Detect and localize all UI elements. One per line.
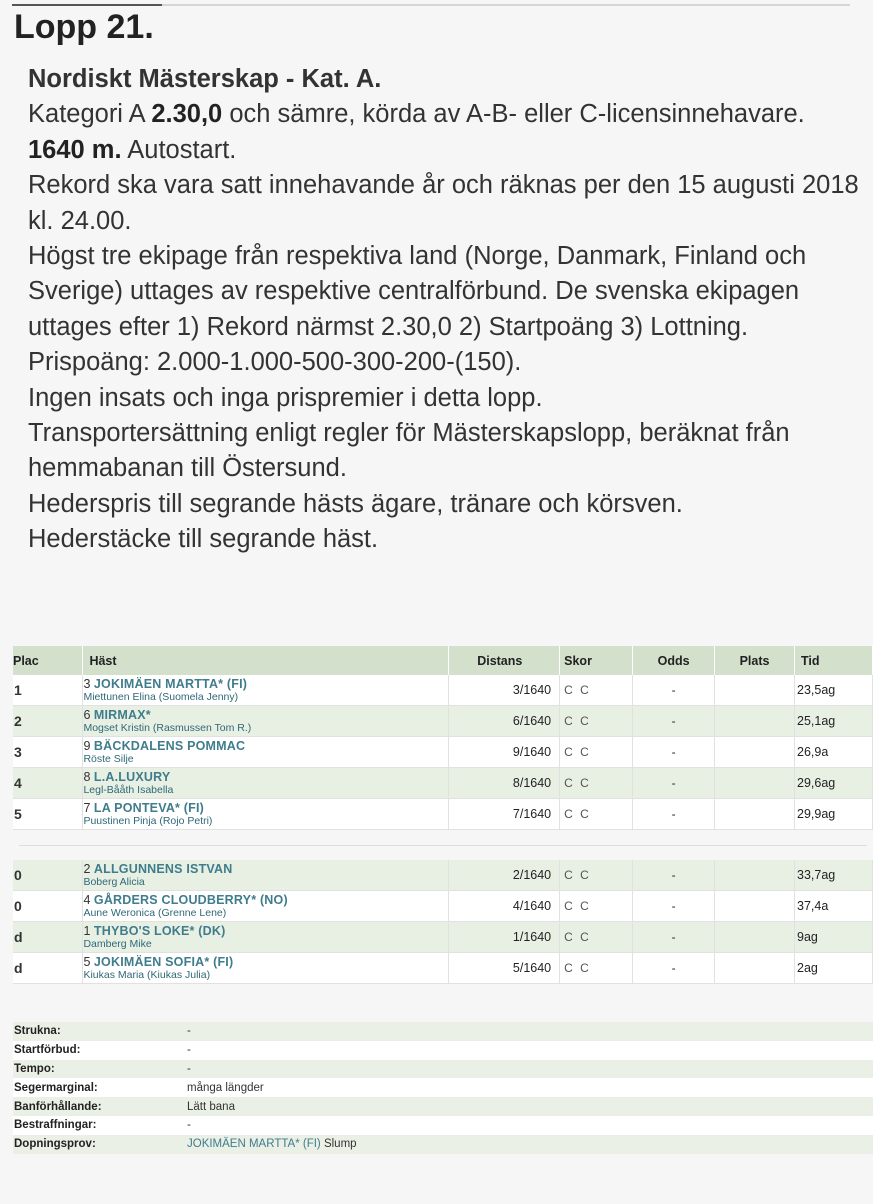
table-row[interactable]	[13, 768, 873, 799]
horse-cell	[83, 768, 449, 799]
info-row	[13, 1097, 873, 1116]
odds: -	[633, 860, 715, 891]
placement: d	[13, 922, 83, 953]
info-row	[13, 1041, 873, 1060]
doping-horse-link[interactable]: JOKIMÄEN MARTTA* (FI)	[187, 1138, 321, 1151]
race-rule-line: Prispoäng: 2.000-1.000-500-300-200-(150).	[28, 348, 522, 377]
start-number: 1	[83, 923, 91, 938]
header-odds[interactable]: Odds	[633, 646, 715, 675]
odds: -	[633, 675, 715, 706]
shoes: C C	[560, 891, 633, 922]
table-row[interactable]	[13, 737, 873, 768]
header-hast[interactable]: Häst	[83, 646, 449, 675]
info-label: Banförhållande:	[13, 1097, 187, 1116]
plats	[715, 953, 795, 984]
distance: 8/1640	[449, 768, 560, 799]
distance: 6/1640	[449, 706, 560, 737]
plats	[715, 799, 795, 830]
info-value: -	[187, 1119, 191, 1132]
info-label: Bestraffningar:	[13, 1116, 187, 1135]
shoes: C C	[560, 860, 633, 891]
info-value-cell	[187, 1022, 873, 1041]
placement: 1	[13, 675, 83, 706]
shoes: C C	[560, 737, 633, 768]
start-number: 5	[83, 954, 91, 969]
info-value-cell	[187, 1078, 873, 1097]
time: 9ag	[795, 922, 873, 953]
race-rule-line: Högst tre ekipage från respektiva land (Norge, Danmark, Finland och Sverige) uttages av respektive centralförbund. De svenska ekipagen uttages efter 1) Rekord närmst 2.30,0 2) Startpoäng 3) Lottning.	[28, 242, 807, 341]
odds: -	[633, 737, 715, 768]
table-row[interactable]	[13, 799, 873, 830]
info-value: -	[187, 1044, 191, 1057]
time: 2ag	[795, 953, 873, 984]
driver-trainer[interactable]: Miettunen Elina (Suomela Jenny)	[83, 690, 239, 703]
active-tab-indicator	[12, 0, 162, 6]
info-value: Lätt bana	[187, 1100, 235, 1113]
horse-cell	[83, 922, 449, 953]
horse-link[interactable]: LA PONTEVA* (FI)	[93, 800, 205, 815]
shoes: C C	[560, 675, 633, 706]
time: 33,7ag	[795, 860, 873, 891]
shoes: C C	[560, 799, 633, 830]
time: 29,6ag	[795, 768, 873, 799]
plats	[715, 675, 795, 706]
time: 23,5ag	[795, 675, 873, 706]
race-distance: 1640 m. Autostart.	[28, 135, 237, 164]
shoes: C C	[560, 706, 633, 737]
table-row[interactable]	[13, 706, 873, 737]
horse-cell	[83, 860, 449, 891]
plats	[715, 706, 795, 737]
horse-link[interactable]: BÄCKDALENS POMMAC	[93, 738, 246, 753]
odds: -	[633, 799, 715, 830]
horse-link[interactable]: L.A.LUXURY	[93, 769, 171, 784]
placement: 5	[13, 799, 83, 830]
horse-link[interactable]: JOKIMÄEN SOFIA* (FI)	[93, 954, 234, 969]
shoes: C C	[560, 768, 633, 799]
placement: d	[13, 953, 83, 984]
info-value-cell	[187, 1060, 873, 1079]
horse-cell	[83, 953, 449, 984]
table-separator	[13, 830, 873, 861]
horse-link[interactable]: ALLGUNNENS ISTVAN	[93, 861, 233, 876]
info-row	[13, 1078, 873, 1097]
info-label: Dopningsprov:	[13, 1135, 187, 1154]
results-header-row	[13, 646, 873, 675]
doping-type: Slump	[320, 1138, 357, 1151]
time: 29,9ag	[795, 799, 873, 830]
driver-trainer[interactable]: Mogset Kristin (Rasmussen Tom R.)	[83, 721, 252, 734]
distance: 1/1640	[449, 922, 560, 953]
info-value-cell	[187, 1097, 873, 1116]
distance: 4/1640	[449, 891, 560, 922]
driver-trainer[interactable]: Damberg Mike	[83, 937, 152, 950]
placement: 0	[13, 891, 83, 922]
placement: 0	[13, 860, 83, 891]
header-distans[interactable]: Distans	[449, 646, 560, 675]
odds: -	[633, 953, 715, 984]
info-label: Tempo:	[13, 1060, 187, 1079]
driver-trainer[interactable]: Aune Weronica (Grenne Lene)	[83, 906, 227, 919]
horse-cell	[83, 675, 449, 706]
info-value-cell	[187, 1041, 873, 1060]
start-number: 7	[83, 800, 91, 815]
race-rule-line: Rekord ska vara satt innehavande år och räknas per den 15 augusti 2018 kl. 24.00.	[28, 171, 859, 235]
page-title: Lopp 21.	[14, 8, 154, 46]
info-value: många längder	[187, 1081, 264, 1094]
shoes: C C	[560, 922, 633, 953]
horse-cell	[83, 706, 449, 737]
info-row	[13, 1022, 873, 1041]
info-value-cell	[187, 1135, 873, 1154]
header-skor[interactable]: Skor	[560, 646, 633, 675]
odds: -	[633, 706, 715, 737]
race-description	[28, 62, 863, 558]
driver-trainer[interactable]: Puustinen Pinja (Rojo Petri)	[83, 814, 213, 827]
horse-link[interactable]: THYBO'S LOKE* (DK)	[93, 923, 226, 938]
odds: -	[633, 768, 715, 799]
race-rule-line: Transportersättning enligt regler för Mästerskapslopp, beräknat från hemmabanan till Östersund.	[28, 419, 790, 483]
race-info-table	[13, 1022, 873, 1154]
plats	[715, 768, 795, 799]
race-rule-line: Hederspris till segrande hästs ägare, tränare och körsven.	[28, 489, 683, 518]
table-row[interactable]	[13, 675, 873, 706]
info-row	[13, 1116, 873, 1135]
start-number: 4	[83, 892, 91, 907]
info-label: Strukna:	[13, 1022, 187, 1041]
distance: 7/1640	[449, 799, 560, 830]
info-row	[13, 1060, 873, 1079]
start-number: 6	[83, 707, 91, 722]
plats	[715, 860, 795, 891]
top-tab-bar	[12, 0, 850, 6]
plats	[715, 891, 795, 922]
distance: 9/1640	[449, 737, 560, 768]
start-number: 9	[83, 738, 91, 753]
driver-trainer[interactable]: Boberg Alicia	[83, 875, 145, 888]
info-row	[13, 1135, 873, 1154]
odds: -	[633, 922, 715, 953]
start-number: 3	[83, 676, 91, 691]
time: 26,9a	[795, 737, 873, 768]
placement: 3	[13, 737, 83, 768]
table-row[interactable]	[13, 953, 873, 984]
horse-link[interactable]: GÅRDERS CLOUDBERRY* (NO)	[93, 892, 288, 907]
race-rule-line: Ingen insats och inga prispremier i detta lopp.	[28, 383, 543, 412]
results-table	[13, 646, 873, 984]
horse-link[interactable]: MIRMAX*	[93, 707, 151, 722]
driver-trainer[interactable]: Kiukas Maria (Kiukas Julia)	[83, 968, 211, 981]
shoes: C C	[560, 953, 633, 984]
table-row[interactable]	[13, 922, 873, 953]
odds: -	[633, 891, 715, 922]
race-rule-line: Hederstäcke till segrande häst.	[28, 525, 379, 554]
header-tid[interactable]: Tid	[795, 646, 873, 675]
placement: 2	[13, 706, 83, 737]
info-value: -	[187, 1025, 191, 1038]
race-name: Nordiskt Mästerskap - Kat. A.	[28, 65, 382, 93]
race-category: Kategori A 2.30,0 och sämre, körda av A-B- eller C-licensinnehavare.	[28, 100, 805, 129]
start-number: 8	[83, 769, 91, 784]
info-label: Segermarginal:	[13, 1078, 187, 1097]
placement: 4	[13, 768, 83, 799]
distance: 5/1640	[449, 953, 560, 984]
info-value-cell	[187, 1116, 873, 1135]
horse-cell	[83, 891, 449, 922]
info-label: Startförbud:	[13, 1041, 187, 1060]
horse-link[interactable]: JOKIMÄEN MARTTA* (FI)	[93, 676, 248, 691]
horse-cell	[83, 737, 449, 768]
driver-trainer[interactable]: Legl-Bååth Isabella	[83, 783, 174, 796]
start-number: 2	[83, 861, 91, 876]
horse-cell	[83, 799, 449, 830]
header-plats[interactable]: Plats	[715, 646, 795, 675]
time: 37,4a	[795, 891, 873, 922]
plats	[715, 922, 795, 953]
table-row[interactable]	[13, 860, 873, 891]
plats	[715, 737, 795, 768]
time: 25,1ag	[795, 706, 873, 737]
header-plac[interactable]: Plac	[13, 646, 83, 675]
driver-trainer[interactable]: Röste Silje	[83, 752, 134, 765]
table-row[interactable]	[13, 891, 873, 922]
distance: 2/1640	[449, 860, 560, 891]
distance: 3/1640	[449, 675, 560, 706]
info-value: -	[187, 1062, 191, 1075]
